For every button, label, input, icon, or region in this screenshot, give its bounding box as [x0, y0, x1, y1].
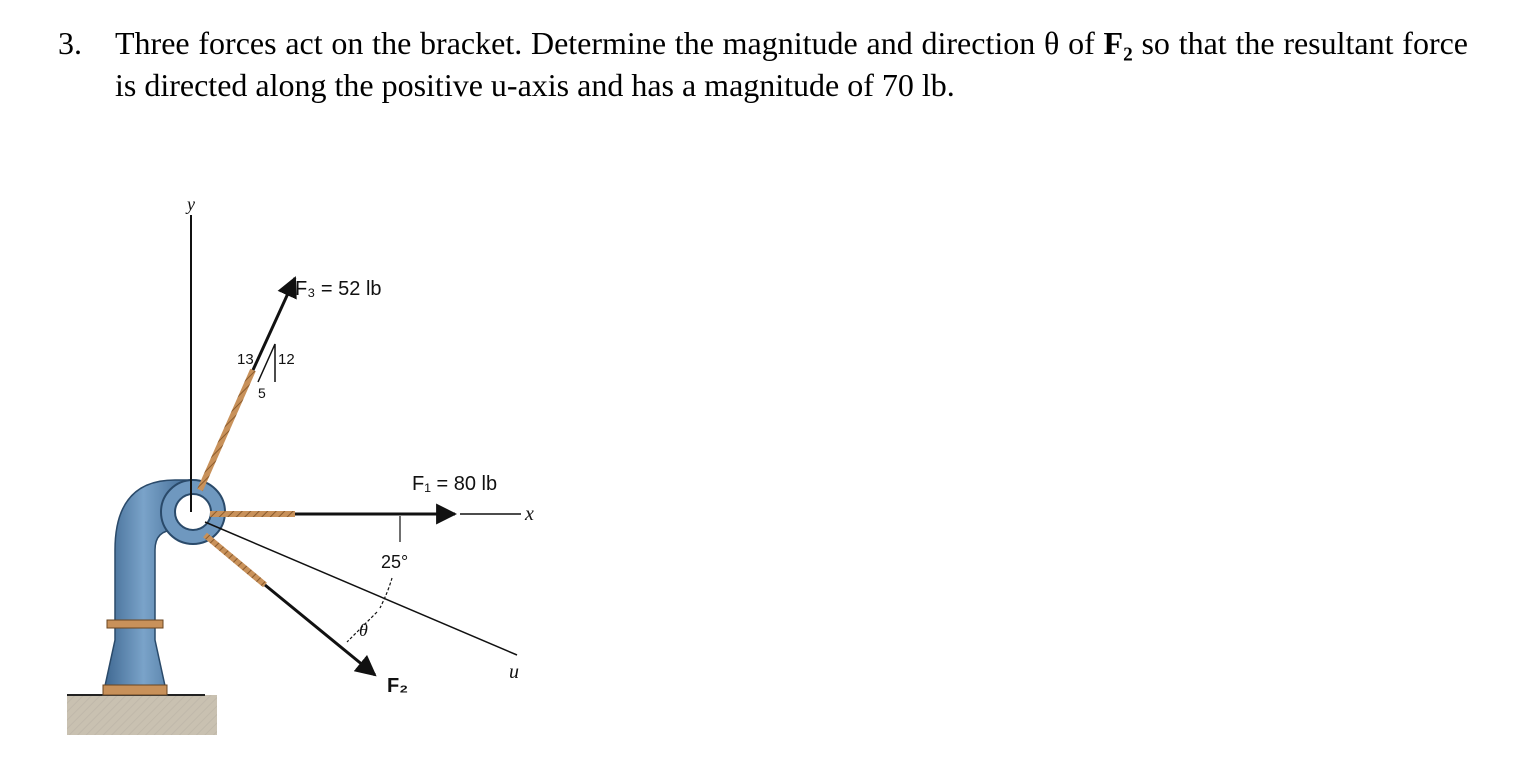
problem-text-part1: Three forces act on the bracket. Determine the magnitude and direction θ of [115, 25, 1104, 61]
problem-text-part2: so that the resultant force is directed along the positive u-axis and has a magnitude of 70 lb. [115, 25, 1469, 103]
problem-text [115, 22, 1468, 106]
slope-hyp-label: 13 [237, 351, 254, 368]
problem-statement [58, 22, 1468, 106]
theta-label: θ [359, 620, 368, 640]
x-axis-label: x [525, 503, 534, 525]
f3-force [200, 278, 295, 490]
ground [67, 695, 217, 735]
slope-triangle [258, 344, 275, 382]
pipe-bracket [103, 480, 225, 695]
problem-number: 3. [58, 25, 82, 61]
f2-symbol: F₂ [1103, 25, 1133, 61]
bracket-figure [55, 180, 575, 760]
slope-horiz-label: 5 [258, 385, 266, 401]
f2-label: F₂ [387, 675, 409, 697]
y-axis-label: y [187, 194, 195, 214]
f3-label: F₃ = 52 lb [295, 278, 382, 300]
f2-force [205, 535, 375, 675]
u-axis-label: u [509, 661, 519, 683]
angle-25-label: 25° [381, 552, 409, 572]
angle-25-arc [380, 578, 392, 608]
slope-vert-label: 12 [278, 351, 295, 368]
f1-label: F₁ = 80 lb [412, 473, 498, 495]
